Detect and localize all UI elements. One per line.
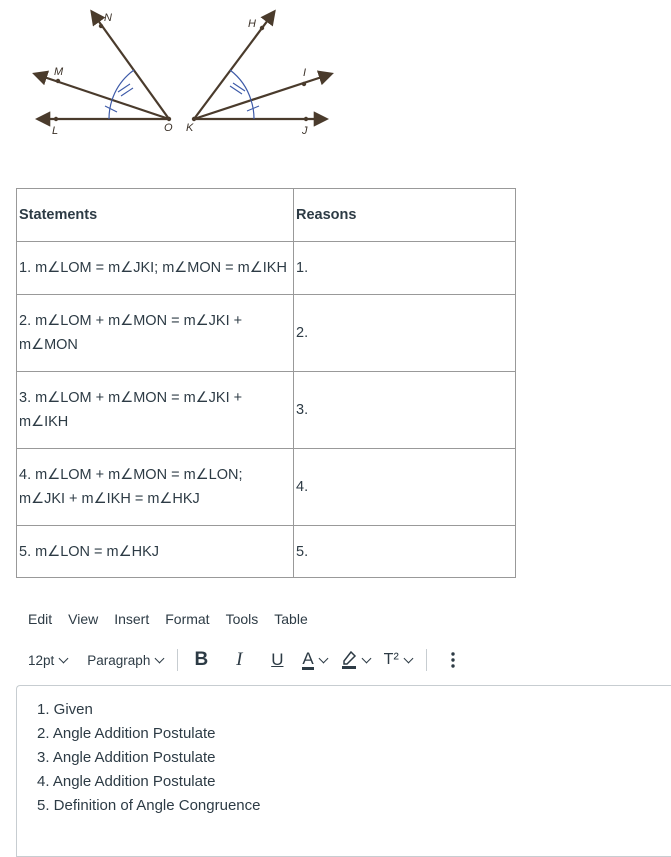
table-row — [17, 526, 516, 578]
ray-OM — [35, 74, 169, 119]
bold-button[interactable] — [188, 647, 214, 673]
menu-insert[interactable]: Insert — [114, 611, 150, 627]
menu-table[interactable]: Table — [274, 611, 308, 627]
statement-cell — [17, 526, 294, 578]
chevron-down-icon — [361, 653, 371, 663]
statement-line: m∠IKH — [19, 414, 69, 430]
ray-KI — [194, 74, 331, 119]
label-N: N — [104, 12, 112, 24]
reason-cell: 1. — [294, 242, 516, 295]
table-row — [17, 295, 516, 372]
header-reasons: Reasons — [294, 189, 516, 242]
label-H: H — [248, 18, 256, 30]
answer-line: 1. Given — [37, 701, 93, 718]
table-row — [17, 372, 516, 449]
label-M: M — [54, 66, 64, 78]
angle-diagram — [0, 0, 340, 150]
statement-cell — [17, 295, 294, 372]
statement-cell — [17, 449, 294, 526]
block-format-value: Paragraph — [87, 652, 151, 668]
label-K: K — [186, 122, 194, 134]
font-size-dropdown[interactable] — [28, 653, 67, 668]
answer-line: 2. Angle Addition Postulate — [37, 725, 216, 742]
underline-button[interactable] — [264, 647, 290, 673]
chevron-down-icon — [59, 653, 69, 663]
statement-line: 1. m∠LOM = m∠JKI; m∠MON = m∠IKH — [19, 260, 287, 276]
statement-line: 3. m∠LOM + m∠MON = m∠JKI + — [19, 390, 243, 406]
label-L: L — [52, 125, 59, 137]
answer-line: 3. Angle Addition Postulate — [37, 749, 216, 766]
arc-IKH — [230, 70, 251, 100]
table-row — [17, 449, 516, 526]
bold-icon: B — [194, 649, 209, 670]
statement-cell — [17, 372, 294, 449]
chevron-down-icon — [403, 653, 413, 663]
editor-toolbar — [28, 646, 463, 674]
text-color-button[interactable] — [302, 647, 326, 673]
editor-content-area[interactable] — [16, 685, 671, 857]
table-row — [17, 242, 516, 295]
editor-menubar — [28, 611, 324, 627]
highlighter-icon — [341, 651, 357, 669]
proof-table — [16, 188, 516, 578]
left-angle-figure — [35, 12, 173, 137]
reason-cell: 3. — [294, 372, 516, 449]
reason-cell: 5. — [294, 526, 516, 578]
statement-line: 2. m∠LOM + m∠MON = m∠JKI + — [19, 313, 243, 329]
statement-line: m∠JKI + m∠IKH = m∠HKJ — [19, 491, 200, 507]
menu-tools[interactable]: Tools — [225, 611, 259, 627]
statement-line: 5. m∠LON = m∠HKJ — [19, 543, 160, 560]
italic-icon: I — [236, 649, 243, 670]
statement-line: m∠MON — [19, 337, 78, 353]
superscript-button[interactable] — [384, 647, 412, 673]
highlight-color-button[interactable] — [341, 647, 370, 673]
table-header-row — [17, 189, 516, 242]
more-vertical-icon — [451, 652, 455, 668]
menu-format[interactable]: Format — [165, 611, 210, 627]
ray-ON — [92, 12, 169, 119]
block-format-dropdown[interactable] — [87, 653, 163, 668]
underline-icon: U — [271, 650, 284, 669]
answer-line: 5. Definition of Angle Congruence — [37, 797, 261, 814]
right-angle-figure — [186, 12, 331, 137]
superscript-icon: T² — [383, 651, 399, 668]
chevron-down-icon — [318, 653, 328, 663]
italic-button[interactable] — [226, 647, 252, 673]
reason-cell: 4. — [294, 449, 516, 526]
menu-view[interactable]: View — [68, 611, 99, 627]
more-options-button[interactable] — [443, 647, 463, 673]
toolbar-divider — [177, 649, 178, 671]
statement-line: 4. m∠LOM + m∠MON = m∠LON; — [19, 467, 243, 483]
label-O: O — [164, 122, 173, 134]
statement-cell — [17, 242, 294, 295]
label-I: I — [303, 67, 307, 79]
label-J: J — [302, 125, 308, 137]
answer-line: 4. Angle Addition Postulate — [37, 773, 216, 790]
editor-text — [37, 698, 260, 818]
reason-cell: 2. — [294, 295, 516, 372]
chevron-down-icon — [155, 653, 165, 663]
toolbar-divider — [426, 649, 427, 671]
header-statements: Statements — [17, 189, 294, 242]
menu-edit[interactable]: Edit — [28, 611, 53, 627]
arc-MON — [112, 70, 134, 100]
font-size-value: 12pt — [28, 652, 55, 668]
text-color-icon: A — [302, 649, 314, 668]
